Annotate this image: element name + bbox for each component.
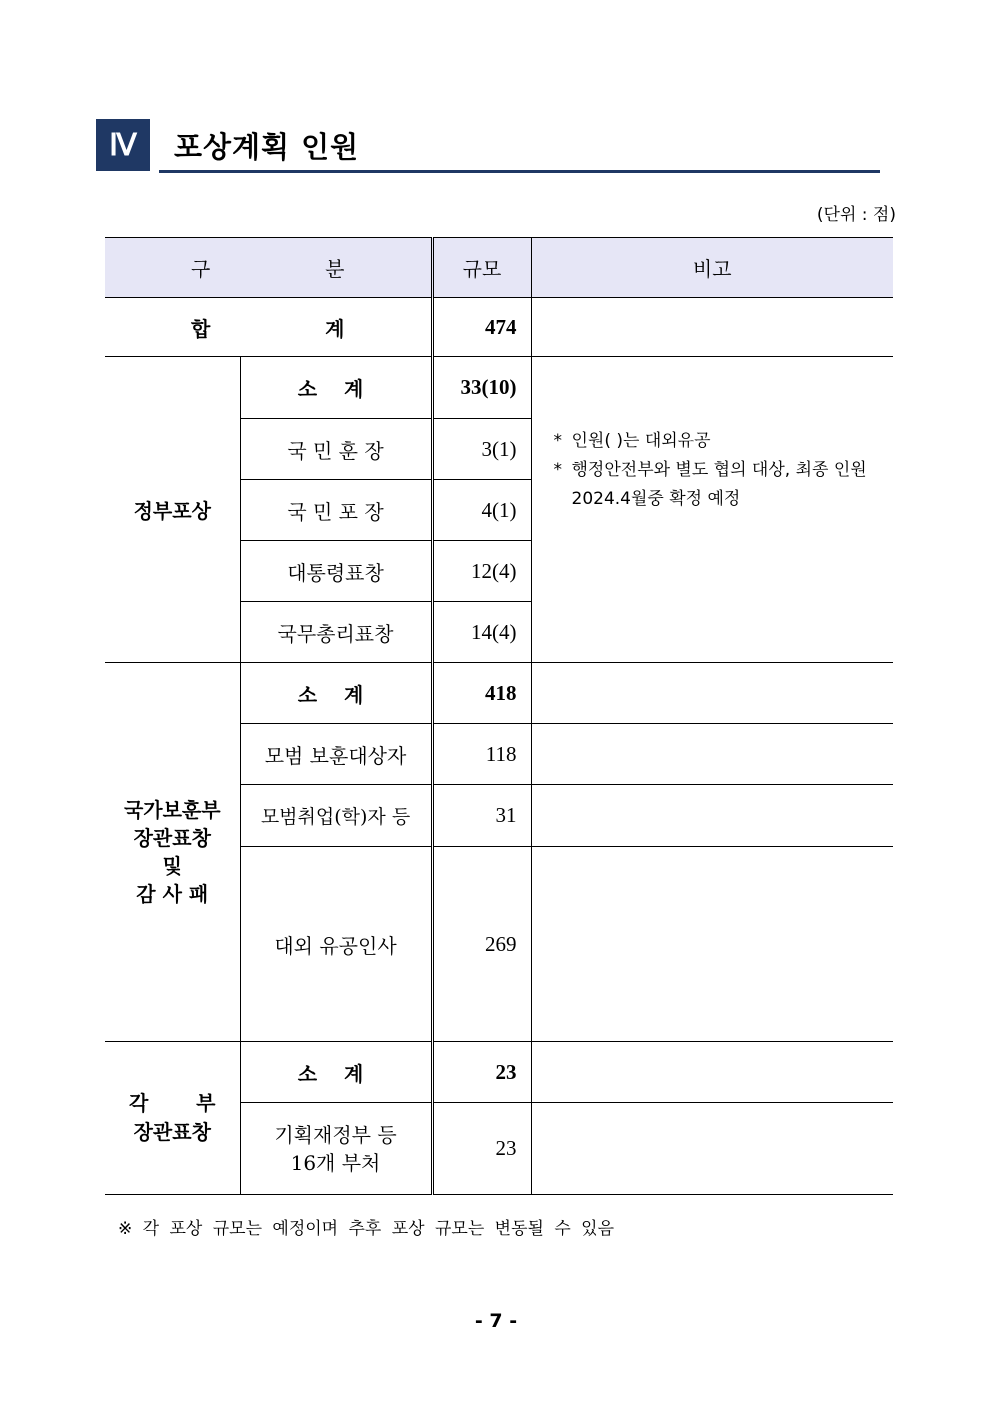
row-value: 23 (432, 1042, 531, 1103)
row-value: 14(4) (432, 602, 531, 663)
row-value: 269 (432, 847, 531, 1042)
row-remarks (531, 785, 893, 847)
group-label: 국가보훈부 장관표창 및 감 사 패 (105, 663, 240, 1042)
row-label: 대통령표창 (240, 541, 432, 602)
row-label: 기획재정부 등 16개 부처 (240, 1103, 432, 1195)
row-value: 33(10) (432, 357, 531, 419)
row-label: 소 계 (240, 663, 432, 724)
row-label: 국 민 포 장 (240, 480, 432, 541)
row-label: 소 계 (240, 357, 432, 419)
row-value: 418 (432, 663, 531, 724)
section-number-badge: Ⅳ (96, 119, 150, 171)
total-row (105, 298, 893, 357)
row-value: 23 (432, 1103, 531, 1195)
footnote: ※ 각 포상 규모는 예정이며 추후 포상 규모는 변동될 수 있음 (118, 1219, 614, 1239)
total-label (105, 298, 432, 357)
row-remarks (531, 847, 893, 1042)
remarks-notes (531, 357, 893, 663)
header-gubun-left: 구 (191, 257, 211, 281)
row-value: 31 (432, 785, 531, 847)
row-value: 3(1) (432, 419, 531, 480)
table-row (105, 663, 893, 724)
unit-note: (단위 : 점) (816, 205, 896, 225)
page-number: - 7 - (474, 1310, 518, 1332)
header-remarks: 비고 (531, 238, 893, 298)
note-line: * 인원( )는 대외유공 (553, 431, 711, 451)
table-row (105, 1042, 893, 1103)
header-scale: 규모 (432, 238, 531, 298)
row-remarks (531, 663, 893, 724)
row-remarks (531, 1042, 893, 1103)
group-label: 정부포상 (105, 357, 240, 663)
total-remarks (531, 298, 893, 357)
header-gubun-right: 분 (325, 257, 345, 281)
section-title: 포상계획 인원 (174, 130, 360, 164)
total-label-right: 계 (325, 316, 345, 341)
header-gubun (105, 238, 432, 298)
row-value: 4(1) (432, 480, 531, 541)
note-line: * 행정안전부와 별도 협의 대상, 최종 인원 2024.4월중 확정 예정 (553, 460, 867, 509)
table-row (105, 357, 893, 419)
heading-underline (159, 170, 880, 173)
row-label: 모범 보훈대상자 (240, 724, 432, 785)
row-remarks (531, 724, 893, 785)
total-value: 474 (432, 298, 531, 357)
table-header-row (105, 238, 893, 298)
row-label: 국 민 훈 장 (240, 419, 432, 480)
row-label: 소 계 (240, 1042, 432, 1103)
row-label: 모범취업(학)자 등 (240, 785, 432, 847)
row-label: 대외 유공인사 (240, 847, 432, 1042)
row-remarks (531, 1103, 893, 1195)
row-value: 12(4) (432, 541, 531, 602)
row-label: 국무총리표창 (240, 602, 432, 663)
row-value: 118 (432, 724, 531, 785)
group-label: 각 부 장관표창 (105, 1042, 240, 1195)
award-plan-table (105, 237, 893, 1195)
total-label-left: 합 (191, 316, 211, 341)
